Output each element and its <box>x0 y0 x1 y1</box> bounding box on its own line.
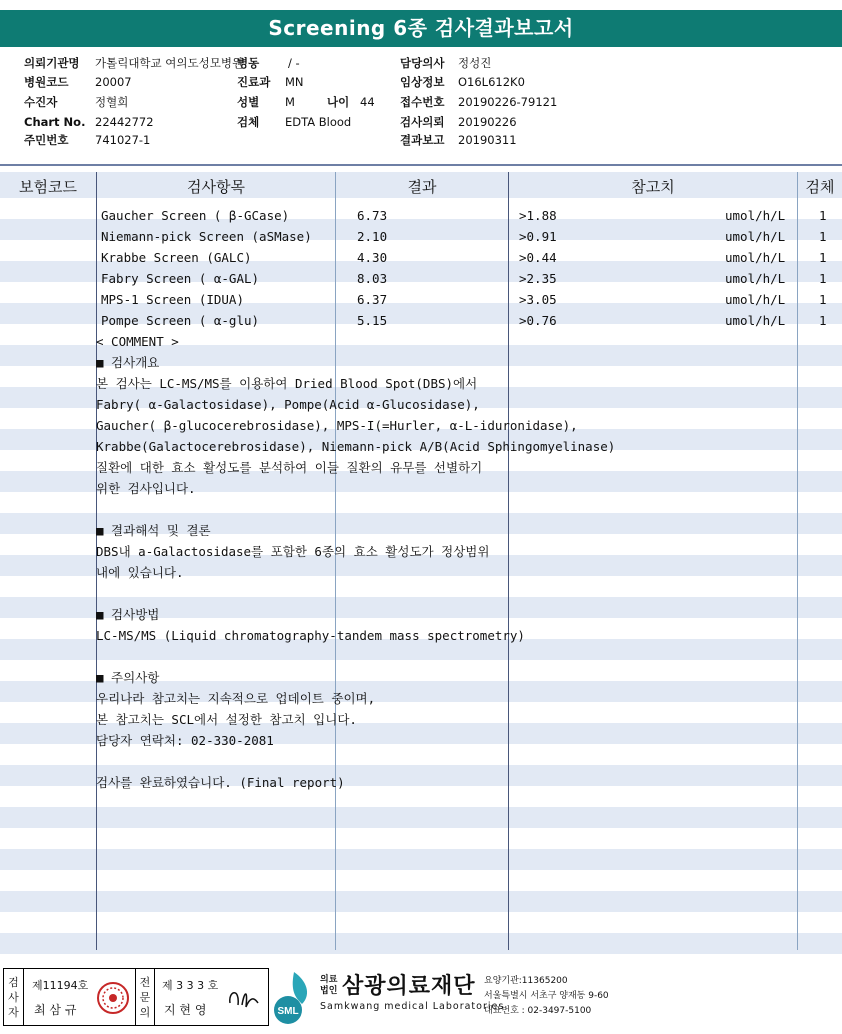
row-stripe <box>0 933 842 954</box>
row-stripe <box>0 828 842 849</box>
col-header-reference: 참고치 <box>631 178 675 196</box>
info-label: 주민번호 <box>24 133 69 147</box>
comment-line: 위한 검사입니다. <box>96 481 196 496</box>
comment-line: 본 검사는 LC-MS/MS를 이용하여 Dried Blood Spot(DBS)에서 <box>96 376 478 391</box>
col-header-specimen: 검체 <box>805 178 835 196</box>
info-value: M <box>285 95 295 109</box>
info-value: 741027-1 <box>95 133 151 147</box>
info-value: 20190226 <box>458 115 517 129</box>
cell-item: MPS-1 Screen (IDUA) <box>101 292 244 307</box>
comment-line: 담당자 연락처: 02-330-2081 <box>96 733 274 748</box>
comment-line: 내에 있습니다. <box>96 565 184 580</box>
logo-text: SML <box>277 1006 299 1017</box>
comment-line: 본 참고치는 SCL에서 설정한 참고치 입니다. <box>96 712 357 727</box>
info-value: 22442772 <box>95 115 154 129</box>
comment-line: Fabry( α-Galactosidase), Pompe(Acid α-Glucosidase), <box>96 397 480 412</box>
cell-ref: >0.91 <box>519 229 557 244</box>
org-address: 서울특별시 서초구 양재동 9-60 <box>484 991 609 1001</box>
info-label: 병동 <box>237 56 260 70</box>
cell-specimen: 1 <box>819 271 827 286</box>
table-row <box>0 289 842 310</box>
row-stripe <box>0 849 842 870</box>
cell-unit: umol/h/L <box>725 271 786 286</box>
cell-item: Fabry Screen ( α-GAL) <box>101 271 260 286</box>
report-title: Screening 6종 검사결과보고서 <box>0 10 842 47</box>
divider <box>0 164 842 166</box>
signature-icon <box>224 983 264 1013</box>
tester-name: 최 삼 규 <box>34 1003 77 1017</box>
comment-line: Gaucher( β-glucocerebrosidase), MPS-I(=Hurler, α-L-iduronidase), <box>96 418 578 433</box>
cell-specimen: 1 <box>819 250 827 265</box>
info-label: 성별 <box>237 95 260 109</box>
org-code: 요양기관:11365200 <box>484 976 568 986</box>
cell-specimen: 1 <box>819 313 827 328</box>
comment-line: ■ 결과해석 및 결론 <box>96 523 211 538</box>
table-header <box>0 172 842 198</box>
cell-result: 6.37 <box>357 292 388 307</box>
info-label: 임상정보 <box>400 75 445 89</box>
info-label: 검사의뢰 <box>400 115 445 129</box>
info-value: 20190226-79121 <box>458 95 558 109</box>
cell-unit: umol/h/L <box>725 313 786 328</box>
info-value: O16L612K0 <box>458 75 525 89</box>
comment-line: ■ 검사개요 <box>96 355 160 370</box>
age-value: 44 <box>360 95 375 109</box>
cell-result: 4.30 <box>357 250 388 265</box>
comment-line: 우리나라 참고치는 지속적으로 업데이트 중이며, <box>96 691 376 706</box>
cell-unit: umol/h/L <box>725 208 786 223</box>
row-stripe <box>0 891 842 912</box>
cell-specimen: 1 <box>819 208 827 223</box>
comment-line: ■ 검사방법 <box>96 607 160 622</box>
info-value: / - <box>288 56 300 70</box>
sml-logo-icon <box>272 970 316 1026</box>
comment-header: < COMMENT > <box>96 334 179 349</box>
cell-result: 6.73 <box>357 208 388 223</box>
tester-label: 검사자 <box>4 969 24 1025</box>
table-row <box>0 247 842 268</box>
org-english: Samkwang medical Laboratories <box>320 1001 505 1012</box>
cell-ref: >3.05 <box>519 292 557 307</box>
info-label: 진료과 <box>237 75 271 89</box>
tester-no: 제11194호 <box>32 979 89 992</box>
cell-item: Gaucher Screen ( β-GCase) <box>101 208 290 223</box>
cell-item: Niemann-pick Screen (aSMase) <box>101 229 312 244</box>
info-label: 담당의사 <box>400 56 445 70</box>
org-prefix: 의료법인 <box>320 975 338 996</box>
org-name: 삼광의료재단 <box>342 974 476 999</box>
comment-line: ■ 주의사항 <box>96 670 160 685</box>
info-label: 접수번호 <box>400 95 445 109</box>
info-value: 정성진 <box>458 56 492 70</box>
table-row <box>0 226 842 247</box>
expert-no: 제 3 3 3 호 <box>162 979 219 992</box>
cell-ref: >0.44 <box>519 250 557 265</box>
cell-ref: >1.88 <box>519 208 557 223</box>
cell-unit: umol/h/L <box>725 250 786 265</box>
cell-result: 8.03 <box>357 271 388 286</box>
table-row <box>0 268 842 289</box>
col-header-code: 보험코드 <box>19 178 77 196</box>
info-value: MN <box>285 75 304 89</box>
cell-item: Krabbe Screen (GALC) <box>101 250 252 265</box>
cell-ref: >0.76 <box>519 313 557 328</box>
cell-ref: >2.35 <box>519 271 557 286</box>
table-row <box>0 310 842 331</box>
signature-box <box>3 968 269 1026</box>
cell-result: 5.15 <box>357 313 388 328</box>
seal-icon <box>96 981 130 1015</box>
cell-result: 2.10 <box>357 229 388 244</box>
expert-label: 전문의 <box>135 969 155 1025</box>
col-header-result: 결과 <box>407 178 437 196</box>
cell-specimen: 1 <box>819 292 827 307</box>
comment-line: LC-MS/MS (Liquid chromatography-tandem mass spectrometry) <box>96 628 525 643</box>
info-label: Chart No. <box>24 115 86 129</box>
table-row <box>0 205 842 226</box>
cell-unit: umol/h/L <box>725 229 786 244</box>
org-phone: 대표번호 : 02-3497-5100 <box>484 1006 592 1016</box>
info-value: EDTA Blood <box>285 115 352 129</box>
row-stripe <box>0 870 842 891</box>
cell-item: Pompe Screen ( α-glu) <box>101 313 260 328</box>
col-header-item: 검사항목 <box>187 178 245 196</box>
info-label: 결과보고 <box>400 133 445 147</box>
expert-name: 지 현 영 <box>164 1003 207 1017</box>
report-footer <box>0 965 842 1034</box>
info-label: 수진자 <box>24 95 58 109</box>
comment-line: Krabbe(Galactocerebrosidase), Niemann-pick A/B(Acid Sphingomyelinase) <box>96 439 616 454</box>
comment-line: 검사를 완료하였습니다. (Final report) <box>96 775 345 790</box>
cell-unit: umol/h/L <box>725 292 786 307</box>
info-label: 병원코드 <box>24 75 69 89</box>
info-value: 20007 <box>95 75 132 89</box>
info-label: 의뢰기관명 <box>24 56 80 70</box>
info-value: 20190311 <box>458 133 517 147</box>
cell-specimen: 1 <box>819 229 827 244</box>
info-label: 검체 <box>237 115 260 129</box>
info-value: 정혈희 <box>95 95 129 109</box>
info-value: 가톨릭대학교 여의도성모병원 <box>95 56 244 70</box>
age-label: 나이 <box>327 95 350 109</box>
row-stripe <box>0 807 842 828</box>
row-stripe <box>0 912 842 933</box>
comment-line: 질환에 대한 효소 활성도를 분석하여 이들 질환의 유무를 선별하기 <box>96 460 483 475</box>
comment-line: DBS내 a-Galactosidase를 포함한 6종의 효소 활성도가 정상범위 <box>96 544 490 559</box>
patient-info <box>0 0 842 160</box>
